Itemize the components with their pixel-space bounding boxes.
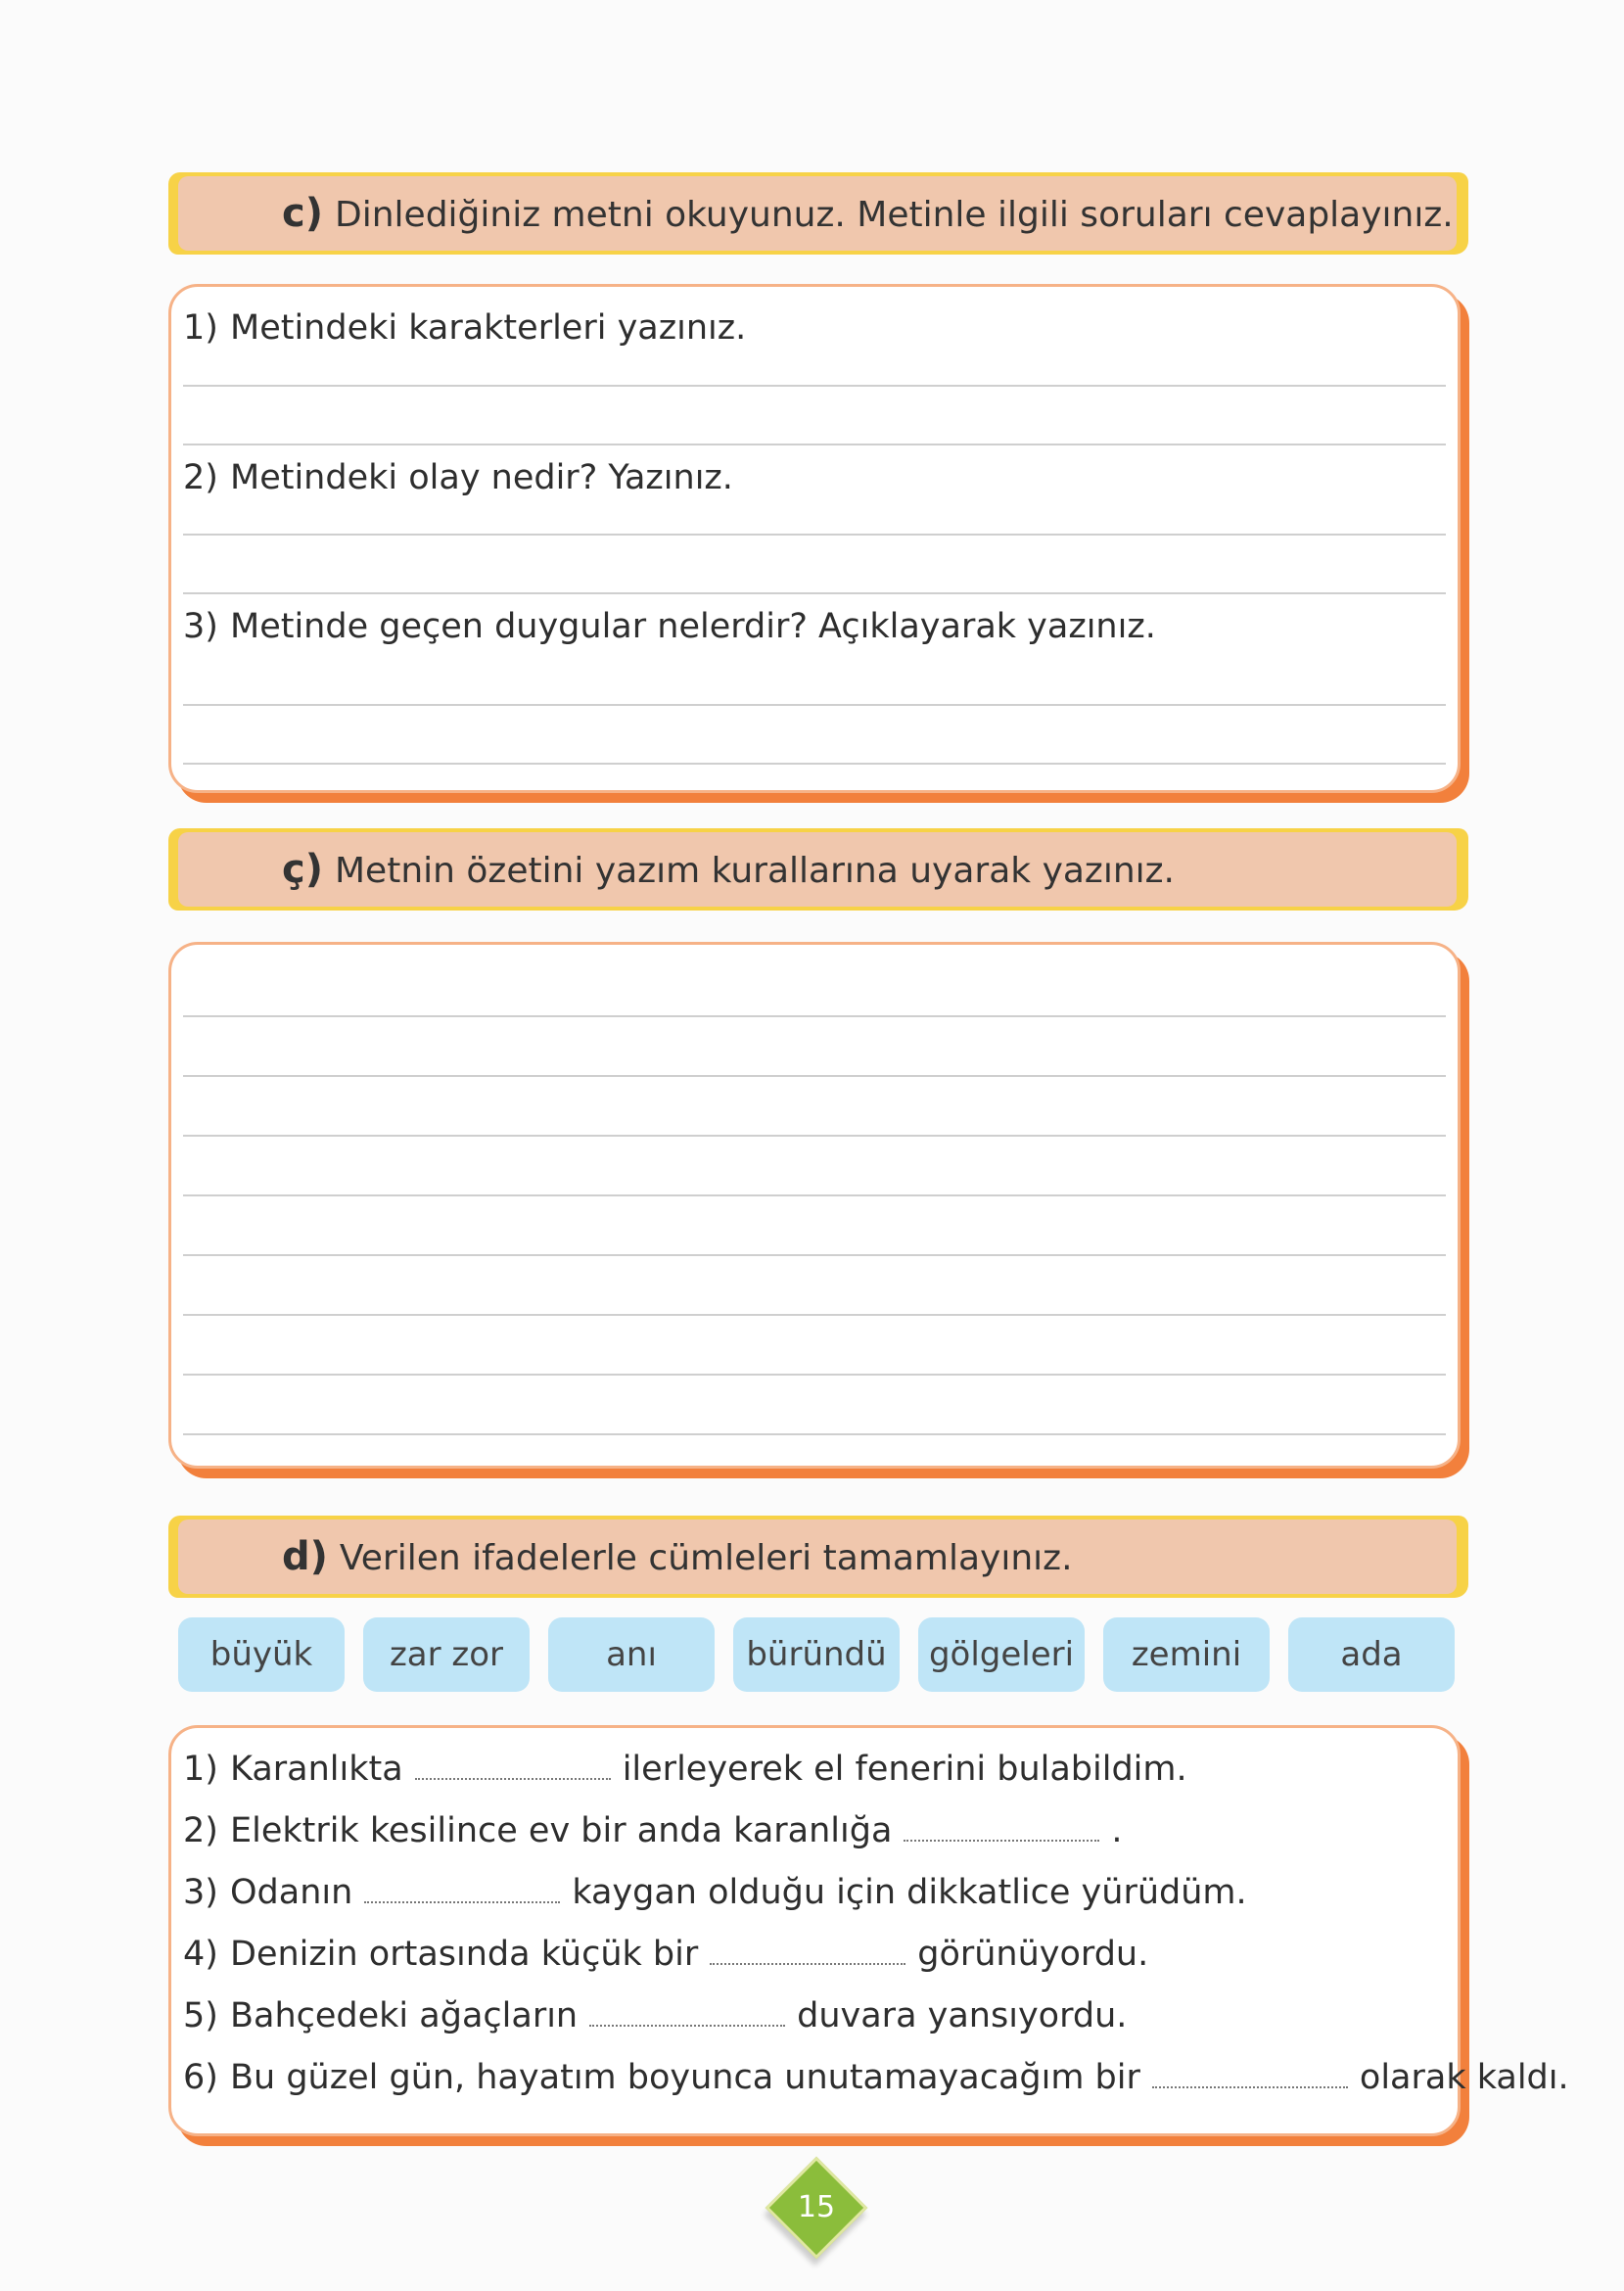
question-3-number: 3) [183,607,218,646]
word-chip[interactable] [1103,1617,1270,1692]
blank-field[interactable] [364,1880,560,1903]
section-d-instruction: Verilen ifadelerle cümleleri tamamlayınız. [339,1538,1073,1578]
question-1 [183,308,746,348]
question-1-text: Metindeki karakterleri yazınız. [230,308,747,348]
writing-line[interactable] [183,1075,1446,1077]
sentence-5 [183,1996,1127,2035]
sentence-4 [183,1935,1148,1974]
section-c-heading [282,176,1454,251]
sentence-3 [183,1873,1247,1912]
section-cc-heading [282,832,1175,907]
blank-field[interactable] [710,1941,905,1965]
question-3 [183,607,1156,646]
sentence-2-before: Elektrik kesilince ev bir anda karanlığa [230,1811,893,1850]
sentence-1-number: 1) [183,1750,218,1789]
question-2 [183,458,733,497]
answer-line[interactable] [183,763,1446,765]
sentence-3-after: kaygan olduğu için dikkatlice yürüdüm. [572,1873,1247,1912]
question-3-text: Metinde geçen duygular nelerdir? Açıklayarak yazınız. [230,607,1156,646]
word-chip[interactable] [178,1617,345,1692]
question-2-number: 2) [183,458,218,497]
sentence-3-before: Odanın [230,1873,353,1912]
section-cc-instruction: Metnin özetini yazım kurallarına uyarak yazınız. [335,851,1175,891]
word-chip-label: gölgeleri [928,1635,1075,1674]
writing-line[interactable] [183,1135,1446,1137]
section-c-letter: c) [282,191,323,236]
word-chip-label: zar zor [389,1635,504,1674]
blank-field[interactable] [904,1818,1099,1842]
answer-line[interactable] [183,534,1446,536]
section-d-letter: d) [282,1534,328,1579]
sentence-2-after: . [1111,1811,1123,1850]
section-cc-summary-box [168,942,1461,1469]
section-d-sentence-box [168,1725,1569,2136]
word-chip[interactable] [733,1617,900,1692]
section-c-instruction: Dinlediğiniz metni okuyunuz. Metinle ilgili soruları cevaplayınız. [335,195,1454,235]
writing-line[interactable] [183,1254,1446,1256]
section-d-banner [168,1520,1468,1596]
sentence-6 [183,2058,1569,2097]
section-cc-banner [168,832,1468,909]
writing-line[interactable] [183,1194,1446,1196]
question-2-text: Metindeki olay nedir? Yazınız. [230,458,733,497]
writing-line[interactable] [183,1314,1446,1316]
sentence-1-after: ilerleyerek el fenerini bulabildim. [622,1750,1187,1789]
writing-line[interactable] [183,1374,1446,1376]
sentence-4-before: Denizin ortasında küçük bir [230,1935,699,1974]
word-chip-label: zemini [1131,1635,1242,1674]
sentence-6-after: olarak kaldı. [1359,2058,1569,2097]
section-d-heading [282,1520,1073,1594]
answer-line[interactable] [183,444,1446,445]
sentence-5-before: Bahçedeki ağaçların [230,1996,579,2035]
sentence-6-before: Bu güzel gün, hayatım boyunca unutamayacağım bir [230,2058,1140,2097]
sentence-1 [183,1750,1187,1789]
writing-line[interactable] [183,1015,1446,1017]
sentence-2-number: 2) [183,1811,218,1850]
sentence-5-after: duvara yansıyordu. [797,1996,1128,2035]
blank-field[interactable] [1152,2065,1348,2088]
word-chip[interactable] [918,1617,1085,1692]
word-chip[interactable] [1288,1617,1455,1692]
blank-field[interactable] [415,1756,611,1780]
writing-line[interactable] [183,1433,1446,1435]
sentence-2 [183,1811,1123,1850]
section-c-banner [168,176,1468,253]
word-chip[interactable] [548,1617,715,1692]
sentence-4-after: görünüyordu. [917,1935,1149,1974]
word-chip[interactable] [363,1617,530,1692]
word-chip-label: büyük [209,1635,313,1674]
section-c-answer-box [168,284,1461,793]
sentence-6-number: 6) [183,2058,218,2097]
sentence-4-number: 4) [183,1935,218,1974]
word-chip-label: ada [1340,1635,1403,1674]
page-number: 15 [797,2190,836,2224]
section-cc-letter: ç) [282,847,323,892]
sentence-3-number: 3) [183,1873,218,1912]
answer-line[interactable] [183,704,1446,706]
sentence-1-before: Karanlıkta [230,1750,403,1789]
sentence-5-number: 5) [183,1996,218,2035]
word-chip-label: anı [606,1635,657,1674]
answer-line[interactable] [183,592,1446,594]
word-chip-label: büründü [746,1635,887,1674]
blank-field[interactable] [589,2003,785,2027]
answer-line[interactable] [183,385,1446,387]
question-1-number: 1) [183,308,218,348]
